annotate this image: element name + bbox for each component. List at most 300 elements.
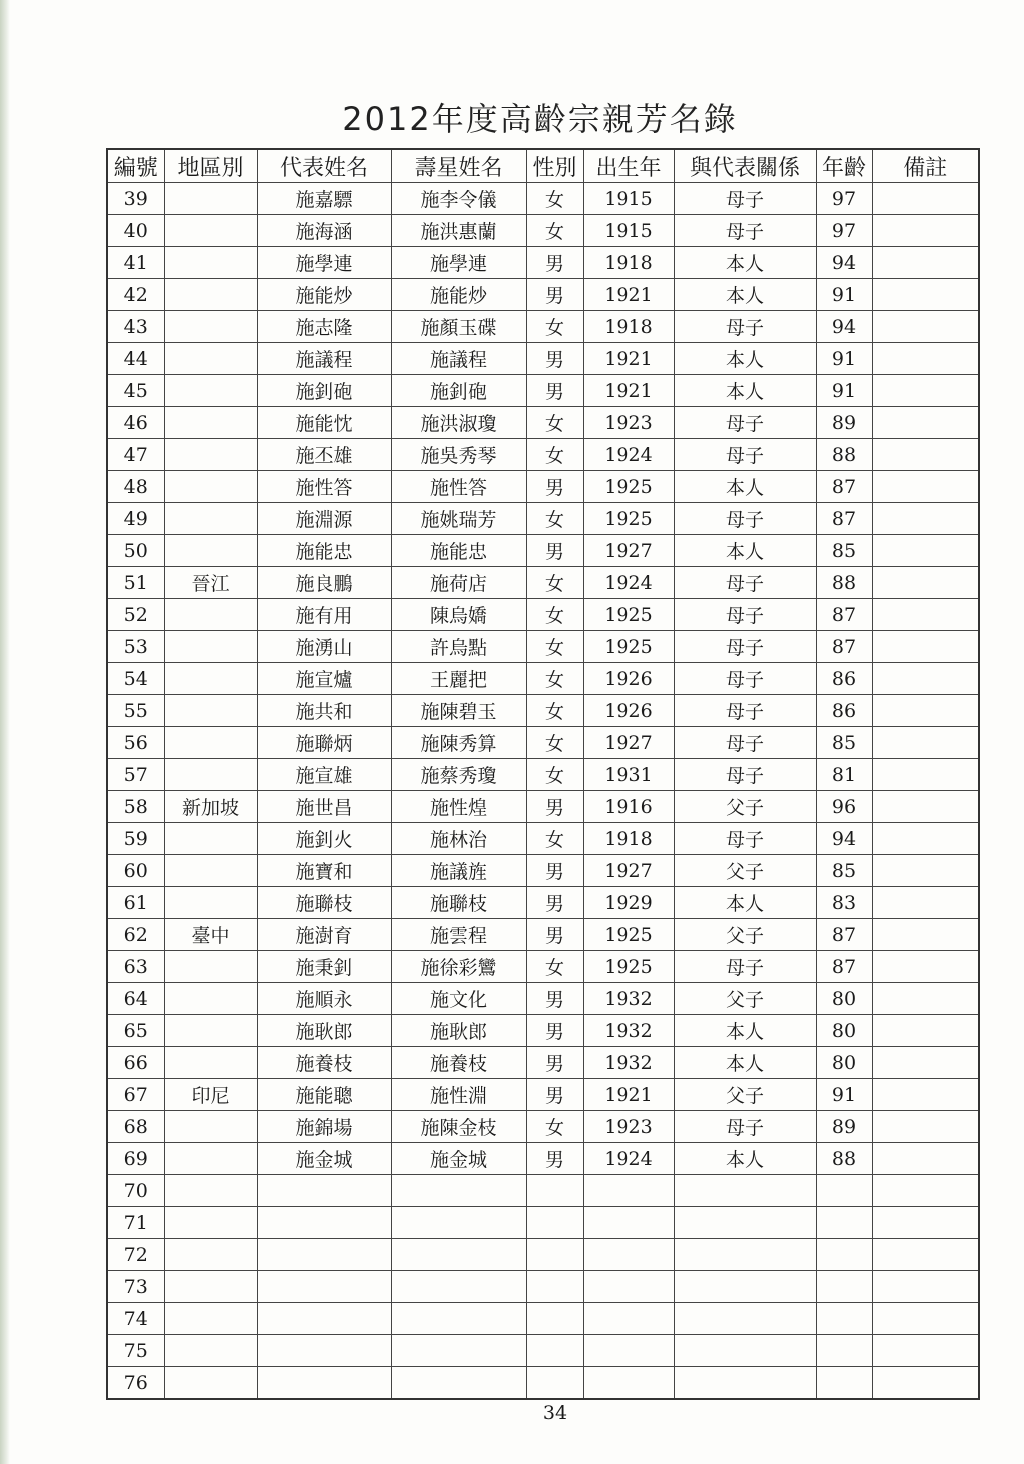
cell-age: 85 [816, 727, 872, 759]
cell-number: 66 [107, 1047, 164, 1079]
cell-remarks [872, 1335, 979, 1367]
cell-birth-year: 1923 [583, 1111, 674, 1143]
cell-elder-name: 施性煌 [391, 791, 526, 823]
cell-age: 86 [816, 695, 872, 727]
header-elder-name: 壽星姓名 [391, 149, 526, 183]
cell-gender: 男 [526, 791, 583, 823]
cell-elder-name: 施林治 [391, 823, 526, 855]
cell-region [164, 855, 257, 887]
cell-region: 新加坡 [164, 791, 257, 823]
cell-birth-year: 1925 [583, 951, 674, 983]
cell-representative-name: 施澍育 [257, 919, 391, 951]
cell-birth-year [583, 1335, 674, 1367]
cell-relationship: 本人 [674, 279, 816, 311]
cell-remarks [872, 791, 979, 823]
cell-age: 88 [816, 567, 872, 599]
cell-remarks [872, 631, 979, 663]
cell-region: 印尼 [164, 1079, 257, 1111]
cell-age: 85 [816, 535, 872, 567]
header-birth-year: 出生年 [583, 149, 674, 183]
cell-region [164, 343, 257, 375]
cell-age [816, 1335, 872, 1367]
cell-elder-name: 施聯枝 [391, 887, 526, 919]
cell-region [164, 247, 257, 279]
cell-remarks [872, 1015, 979, 1047]
header-number: 編號 [107, 149, 164, 183]
cell-age [816, 1239, 872, 1271]
cell-birth-year: 1931 [583, 759, 674, 791]
cell-relationship [674, 1367, 816, 1400]
cell-region [164, 983, 257, 1015]
cell-relationship [674, 1335, 816, 1367]
cell-gender: 男 [526, 1047, 583, 1079]
cell-representative-name: 施有用 [257, 599, 391, 631]
cell-representative-name: 施錦場 [257, 1111, 391, 1143]
cell-relationship [674, 1207, 816, 1239]
cell-elder-name: 陳烏嬌 [391, 599, 526, 631]
cell-number: 69 [107, 1143, 164, 1175]
cell-representative-name: 施海涵 [257, 215, 391, 247]
cell-number: 41 [107, 247, 164, 279]
cell-representative-name: 施世昌 [257, 791, 391, 823]
cell-age: 91 [816, 279, 872, 311]
cell-age: 81 [816, 759, 872, 791]
cell-birth-year: 1924 [583, 567, 674, 599]
cell-gender: 男 [526, 1143, 583, 1175]
table-row [107, 247, 979, 279]
cell-relationship: 母子 [674, 695, 816, 727]
cell-remarks [872, 375, 979, 407]
cell-representative-name: 施共和 [257, 695, 391, 727]
cell-representative-name: 施丕雄 [257, 439, 391, 471]
table-row [107, 599, 979, 631]
cell-representative-name [257, 1335, 391, 1367]
elderly-roster-table [106, 148, 980, 1400]
table-row [107, 567, 979, 599]
cell-number: 76 [107, 1367, 164, 1400]
cell-relationship: 本人 [674, 1047, 816, 1079]
cell-number: 45 [107, 375, 164, 407]
cell-gender: 男 [526, 919, 583, 951]
cell-remarks [872, 503, 979, 535]
cell-age: 80 [816, 1047, 872, 1079]
cell-birth-year: 1932 [583, 983, 674, 1015]
table-row [107, 1335, 979, 1367]
table-row [107, 663, 979, 695]
cell-representative-name: 施寶和 [257, 855, 391, 887]
cell-representative-name: 施耿郎 [257, 1015, 391, 1047]
cell-gender: 女 [526, 503, 583, 535]
cell-representative-name [257, 1271, 391, 1303]
cell-region [164, 407, 257, 439]
cell-birth-year [583, 1175, 674, 1207]
cell-age: 87 [816, 919, 872, 951]
cell-number: 70 [107, 1175, 164, 1207]
cell-gender: 女 [526, 695, 583, 727]
cell-birth-year: 1926 [583, 663, 674, 695]
cell-representative-name: 施學連 [257, 247, 391, 279]
cell-number: 57 [107, 759, 164, 791]
cell-elder-name: 施洪惠蘭 [391, 215, 526, 247]
cell-gender: 女 [526, 727, 583, 759]
cell-relationship [674, 1303, 816, 1335]
cell-gender: 男 [526, 1079, 583, 1111]
cell-relationship: 本人 [674, 1143, 816, 1175]
cell-elder-name [391, 1175, 526, 1207]
cell-number: 51 [107, 567, 164, 599]
cell-number: 40 [107, 215, 164, 247]
cell-gender: 男 [526, 887, 583, 919]
cell-remarks [872, 951, 979, 983]
cell-remarks [872, 567, 979, 599]
cell-representative-name: 施嘉驃 [257, 183, 391, 215]
cell-gender [526, 1367, 583, 1400]
cell-elder-name: 施能炒 [391, 279, 526, 311]
cell-number: 43 [107, 311, 164, 343]
cell-number: 63 [107, 951, 164, 983]
cell-birth-year: 1918 [583, 247, 674, 279]
cell-elder-name: 施文化 [391, 983, 526, 1015]
cell-remarks [872, 439, 979, 471]
cell-birth-year: 1925 [583, 471, 674, 503]
cell-number: 39 [107, 183, 164, 215]
cell-age: 87 [816, 951, 872, 983]
cell-region [164, 1239, 257, 1271]
cell-relationship: 母子 [674, 567, 816, 599]
table-row [107, 535, 979, 567]
cell-remarks [872, 279, 979, 311]
cell-number: 55 [107, 695, 164, 727]
cell-representative-name [257, 1239, 391, 1271]
table-row [107, 1015, 979, 1047]
cell-remarks [872, 887, 979, 919]
cell-region [164, 695, 257, 727]
table-row [107, 407, 979, 439]
table-row [107, 1239, 979, 1271]
table-row [107, 1303, 979, 1335]
cell-age: 97 [816, 215, 872, 247]
table-row [107, 215, 979, 247]
header-age: 年齡 [816, 149, 872, 183]
cell-region [164, 663, 257, 695]
cell-gender: 男 [526, 983, 583, 1015]
header-region: 地區別 [164, 149, 257, 183]
cell-gender: 男 [526, 535, 583, 567]
table-row [107, 951, 979, 983]
cell-gender: 女 [526, 407, 583, 439]
cell-relationship: 母子 [674, 407, 816, 439]
cell-gender: 女 [526, 1111, 583, 1143]
cell-relationship: 母子 [674, 311, 816, 343]
cell-gender: 女 [526, 631, 583, 663]
cell-number: 54 [107, 663, 164, 695]
cell-age: 86 [816, 663, 872, 695]
cell-birth-year: 1923 [583, 407, 674, 439]
cell-remarks [872, 983, 979, 1015]
table-row [107, 471, 979, 503]
cell-age: 87 [816, 599, 872, 631]
cell-age: 87 [816, 503, 872, 535]
cell-region [164, 439, 257, 471]
cell-age: 94 [816, 823, 872, 855]
cell-elder-name: 施洪淑瓊 [391, 407, 526, 439]
cell-elder-name: 施顏玉碟 [391, 311, 526, 343]
cell-elder-name [391, 1303, 526, 1335]
table-row [107, 1111, 979, 1143]
cell-representative-name: 施淵源 [257, 503, 391, 535]
cell-number: 65 [107, 1015, 164, 1047]
cell-relationship: 母子 [674, 183, 816, 215]
cell-relationship: 母子 [674, 439, 816, 471]
table-row [107, 1271, 979, 1303]
cell-remarks [872, 407, 979, 439]
cell-region [164, 887, 257, 919]
cell-region [164, 1111, 257, 1143]
cell-gender [526, 1335, 583, 1367]
cell-birth-year: 1929 [583, 887, 674, 919]
cell-remarks [872, 247, 979, 279]
cell-region [164, 1303, 257, 1335]
cell-elder-name: 施李令儀 [391, 183, 526, 215]
cell-elder-name [391, 1271, 526, 1303]
cell-age [816, 1271, 872, 1303]
cell-age: 88 [816, 1143, 872, 1175]
table-row [107, 727, 979, 759]
cell-birth-year: 1925 [583, 631, 674, 663]
cell-age: 87 [816, 471, 872, 503]
cell-age [816, 1367, 872, 1400]
cell-relationship: 母子 [674, 823, 816, 855]
cell-number: 74 [107, 1303, 164, 1335]
cell-gender: 女 [526, 951, 583, 983]
cell-remarks [872, 1175, 979, 1207]
cell-number: 59 [107, 823, 164, 855]
cell-representative-name: 施宣雄 [257, 759, 391, 791]
cell-relationship [674, 1175, 816, 1207]
table-row [107, 375, 979, 407]
cell-elder-name [391, 1335, 526, 1367]
table-row [107, 1207, 979, 1239]
cell-elder-name: 施陳碧玉 [391, 695, 526, 727]
cell-birth-year: 1916 [583, 791, 674, 823]
cell-remarks [872, 919, 979, 951]
cell-number: 68 [107, 1111, 164, 1143]
table-row [107, 1079, 979, 1111]
table-row [107, 1367, 979, 1400]
cell-region [164, 279, 257, 311]
cell-remarks [872, 1271, 979, 1303]
cell-relationship: 本人 [674, 887, 816, 919]
cell-age: 94 [816, 311, 872, 343]
cell-region [164, 631, 257, 663]
table-row [107, 1143, 979, 1175]
cell-elder-name: 施議程 [391, 343, 526, 375]
cell-relationship: 母子 [674, 663, 816, 695]
table-row [107, 503, 979, 535]
cell-elder-name: 施養枝 [391, 1047, 526, 1079]
cell-gender: 男 [526, 279, 583, 311]
cell-gender [526, 1303, 583, 1335]
cell-remarks [872, 311, 979, 343]
cell-number: 53 [107, 631, 164, 663]
cell-relationship: 母子 [674, 727, 816, 759]
cell-elder-name [391, 1207, 526, 1239]
cell-age: 94 [816, 247, 872, 279]
cell-number: 56 [107, 727, 164, 759]
cell-number: 42 [107, 279, 164, 311]
cell-representative-name: 施湧山 [257, 631, 391, 663]
cell-gender [526, 1239, 583, 1271]
table-row [107, 1047, 979, 1079]
cell-elder-name: 施學連 [391, 247, 526, 279]
cell-birth-year: 1915 [583, 215, 674, 247]
cell-relationship: 母子 [674, 1111, 816, 1143]
cell-elder-name: 施性答 [391, 471, 526, 503]
cell-birth-year: 1921 [583, 1079, 674, 1111]
cell-representative-name: 施聯枝 [257, 887, 391, 919]
table-row [107, 343, 979, 375]
cell-representative-name: 施志隆 [257, 311, 391, 343]
cell-relationship: 父子 [674, 919, 816, 951]
cell-number: 61 [107, 887, 164, 919]
cell-elder-name [391, 1239, 526, 1271]
table-row [107, 311, 979, 343]
cell-number: 60 [107, 855, 164, 887]
cell-elder-name: 許烏點 [391, 631, 526, 663]
table-row [107, 823, 979, 855]
table-row [107, 279, 979, 311]
roster-body [107, 183, 979, 1400]
cell-number: 44 [107, 343, 164, 375]
table-row [107, 919, 979, 951]
cell-representative-name: 施聯炳 [257, 727, 391, 759]
cell-region [164, 215, 257, 247]
cell-region [164, 535, 257, 567]
cell-number: 64 [107, 983, 164, 1015]
cell-birth-year [583, 1239, 674, 1271]
cell-remarks [872, 183, 979, 215]
cell-birth-year: 1921 [583, 343, 674, 375]
table-row [107, 887, 979, 919]
header-representative-name: 代表姓名 [257, 149, 391, 183]
cell-relationship: 父子 [674, 855, 816, 887]
cell-number: 52 [107, 599, 164, 631]
cell-elder-name [391, 1367, 526, 1400]
cell-gender: 女 [526, 663, 583, 695]
table-row [107, 791, 979, 823]
cell-remarks [872, 695, 979, 727]
cell-gender: 女 [526, 183, 583, 215]
cell-number: 58 [107, 791, 164, 823]
cell-gender: 女 [526, 215, 583, 247]
cell-representative-name [257, 1367, 391, 1400]
cell-region [164, 503, 257, 535]
cell-birth-year: 1925 [583, 599, 674, 631]
table-row [107, 439, 979, 471]
cell-region [164, 759, 257, 791]
cell-elder-name: 施荷店 [391, 567, 526, 599]
cell-remarks [872, 663, 979, 695]
cell-remarks [872, 823, 979, 855]
cell-remarks [872, 599, 979, 631]
cell-number: 67 [107, 1079, 164, 1111]
table-row [107, 855, 979, 887]
cell-elder-name: 施吳秀琴 [391, 439, 526, 471]
cell-elder-name: 施性淵 [391, 1079, 526, 1111]
cell-representative-name: 施性答 [257, 471, 391, 503]
cell-representative-name: 施宣爐 [257, 663, 391, 695]
cell-age: 89 [816, 1111, 872, 1143]
cell-elder-name: 施能忠 [391, 535, 526, 567]
cell-birth-year: 1921 [583, 279, 674, 311]
cell-region [164, 727, 257, 759]
cell-gender: 女 [526, 567, 583, 599]
cell-gender: 女 [526, 311, 583, 343]
cell-elder-name: 施陳秀算 [391, 727, 526, 759]
cell-number: 47 [107, 439, 164, 471]
cell-region [164, 823, 257, 855]
cell-remarks [872, 1047, 979, 1079]
cell-birth-year [583, 1271, 674, 1303]
cell-elder-name: 施姚瑞芳 [391, 503, 526, 535]
cell-relationship: 父子 [674, 791, 816, 823]
table-row [107, 1175, 979, 1207]
page-edge-shadow [0, 0, 10, 1464]
cell-birth-year: 1918 [583, 311, 674, 343]
cell-gender: 男 [526, 247, 583, 279]
cell-remarks [872, 727, 979, 759]
cell-gender: 女 [526, 599, 583, 631]
cell-region [164, 1047, 257, 1079]
table-row [107, 695, 979, 727]
cell-number: 75 [107, 1335, 164, 1367]
cell-number: 71 [107, 1207, 164, 1239]
cell-relationship: 母子 [674, 599, 816, 631]
page-title: 2012年度高齡宗親芳名錄 [342, 100, 738, 138]
cell-birth-year: 1915 [583, 183, 674, 215]
cell-representative-name: 施釗火 [257, 823, 391, 855]
cell-relationship: 母子 [674, 215, 816, 247]
cell-remarks [872, 215, 979, 247]
cell-gender: 男 [526, 855, 583, 887]
cell-number: 48 [107, 471, 164, 503]
cell-age [816, 1207, 872, 1239]
cell-relationship: 本人 [674, 375, 816, 407]
cell-gender: 女 [526, 759, 583, 791]
cell-relationship: 本人 [674, 471, 816, 503]
cell-relationship: 母子 [674, 759, 816, 791]
cell-age: 87 [816, 631, 872, 663]
cell-birth-year: 1927 [583, 727, 674, 759]
cell-region [164, 1143, 257, 1175]
cell-number: 72 [107, 1239, 164, 1271]
cell-region [164, 1015, 257, 1047]
table-row [107, 183, 979, 215]
cell-gender [526, 1175, 583, 1207]
cell-representative-name: 施釗砲 [257, 375, 391, 407]
cell-relationship: 母子 [674, 951, 816, 983]
cell-age: 88 [816, 439, 872, 471]
cell-age [816, 1175, 872, 1207]
cell-elder-name: 施釗砲 [391, 375, 526, 407]
cell-representative-name: 施順永 [257, 983, 391, 1015]
cell-elder-name: 施議旌 [391, 855, 526, 887]
cell-remarks [872, 1207, 979, 1239]
header-remarks: 備註 [872, 149, 979, 183]
header-gender: 性別 [526, 149, 583, 183]
cell-age: 91 [816, 375, 872, 407]
cell-remarks [872, 343, 979, 375]
